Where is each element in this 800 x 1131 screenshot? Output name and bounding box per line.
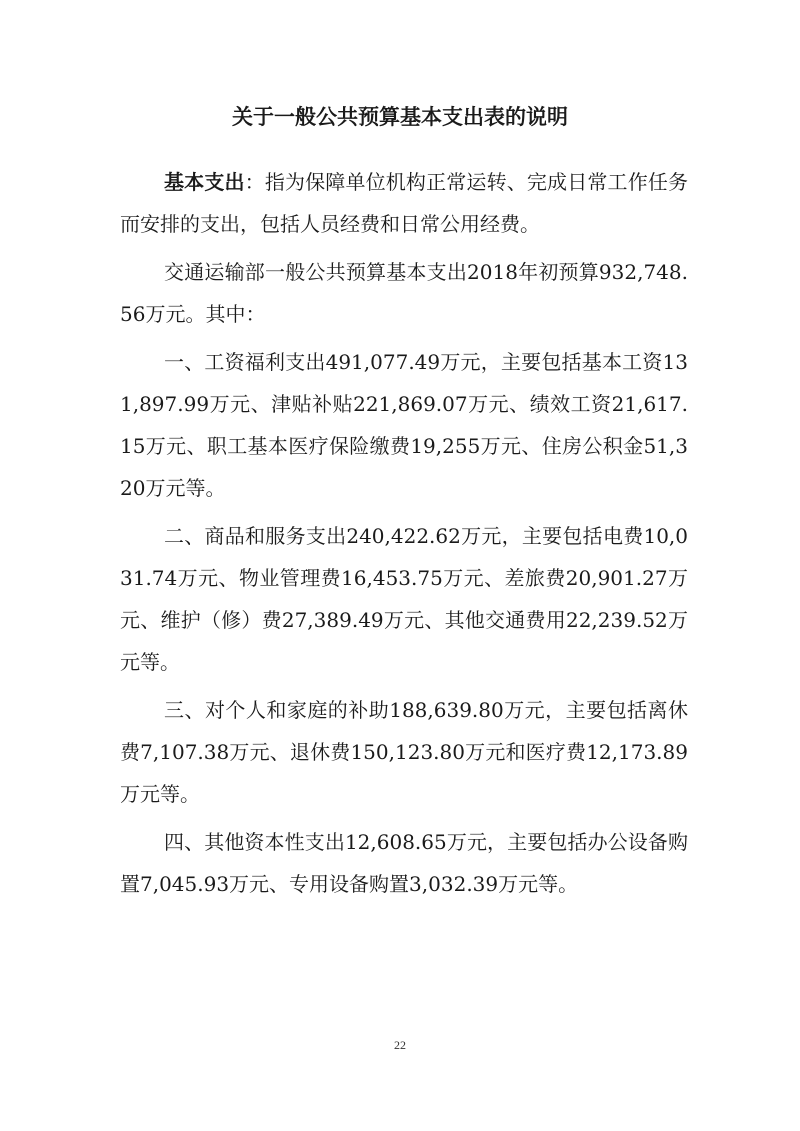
paragraph-budget-total: 交通运输部一般公共预算基本支出2018年初预算932,748.56万元。其中： xyxy=(120,260,688,326)
definition-text: 指为保障单位机构正常运转、完成日常工作任务而安排的支出，包括人员经费和日常公用经费。 xyxy=(120,170,689,236)
definition-paragraph xyxy=(120,161,688,245)
definition-separator: ： xyxy=(244,170,265,194)
paragraph-individual-subsidy: 三、对个人和家庭的补助188,639.80万元，主要包括离休费7,107.38万元、退休费150,123.80万元和医疗费12,173.89万元等。 xyxy=(120,698,688,806)
document-body xyxy=(120,161,688,911)
paragraph-salary-welfare: 一、工资福利支出491,077.49万元，主要包括基本工资131,897.99万元、津贴补贴221,869.07万元、绩效工资21,617.15万元、职工基本医疗保险缴费19,255万元、住房公积金51,320万元等。 xyxy=(120,350,688,500)
document-title: 关于一般公共预算基本支出表的说明 xyxy=(232,104,568,129)
definition-term: 基本支出 xyxy=(164,170,245,194)
paragraph-goods-services: 二、商品和服务支出240,422.62万元，主要包括电费10,031.74万元、物业管理费16,453.75万元、差旅费20,901.27万元、维护（修）费27,389.49万元、其他交通费用22,239.52万元等。 xyxy=(120,524,688,674)
page-number: 22 xyxy=(394,1038,406,1052)
paragraph-other-capital: 四、其他资本性支出12,608.65万元，主要包括办公设备购置7,045.93万元、专用设备购置3,032.39万元等。 xyxy=(120,830,688,896)
